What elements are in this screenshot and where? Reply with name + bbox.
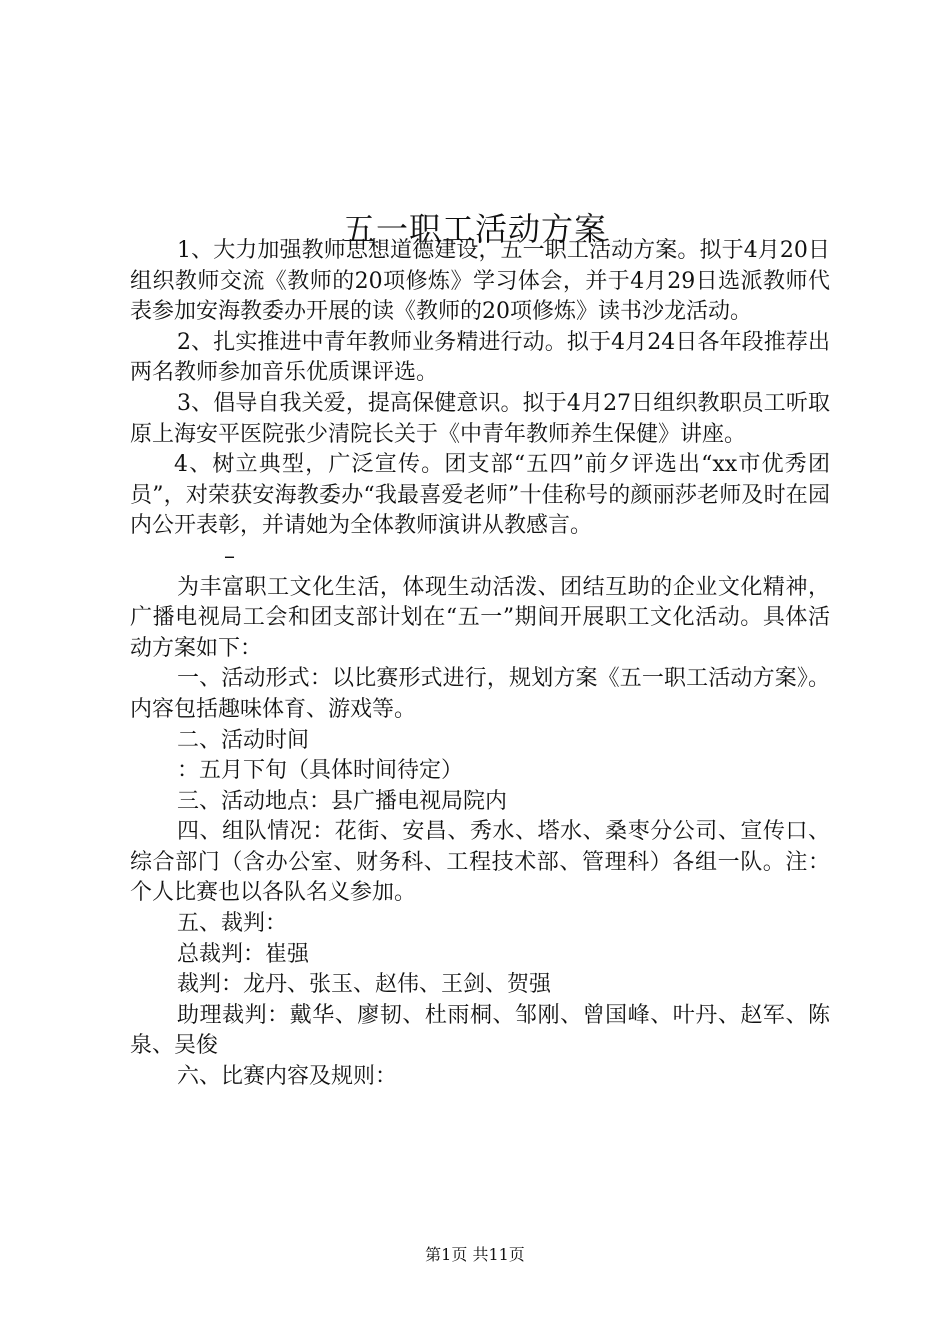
paragraph-intro: 为丰富职工文化生活，体现生动活泼、团结互助的企业文化精神，广播电视局工会和团支部计划在“五一”期间开展职工文化活动。具体活动方案如下： [130,574,830,661]
section-activity-time: 二、活动时间 [177,727,310,753]
paragraph-4: 4、树立典型，广泛宣传。团支部“五四”前夕评选出“xx市优秀团员”，对荣获安海教委办“我最喜爱老师”十佳称号的颜丽莎老师及时在园内公开表彰，并请她为全体教师演讲从教感言。 [130,452,830,539]
section-team-setup: 四、组队情况：花街、安昌、秀水、塔水、桑枣分公司、宣传口、综合部门（含办公室、财务科、工程技术部、管理科）各组一队。注：个人比赛也以各队名义参加。 [130,819,830,906]
section-activity-location: 三、活动地点：县广播电视局院内 [177,788,508,814]
page-title: 五一职工活动方案 [342,210,607,249]
separator-dash: – [224,543,235,569]
section-referees: 五、裁判： [177,911,288,937]
page-footer: 第1页 共11页 [425,1245,525,1264]
paragraph-1: 1、大力加强教师思想道德建设，五一职工活动方案。拟于4月20日组织教师交流《教师的20项修炼》学习体会，并于4月29日选派教师代表参加安海教委办开展的读《教师的20项修炼》读书沙龙活动。 [130,238,830,325]
activity-time-value: ：五月下旬（具体时间待定） [177,758,464,784]
document-body [130,236,830,1093]
paragraph-3: 3、倡导自我关爱，提高保健意识。拟于4月27日组织教职员工听取原上海安平医院张少清院长关于《中青年教师养生保健》讲座。 [130,390,830,447]
section-activity-form: 一、活动形式：以比赛形式进行，规划方案《五一职工活动方案》。内容包括趣味体育、游戏等。 [130,666,830,722]
assistant-referees: 助理裁判：戴华、廖韧、杜雨桐、邹刚、曾国峰、叶丹、赵军、陈泉、吴俊 [130,1002,830,1059]
referees: 裁判：龙丹、张玉、赵伟、王剑、贺强 [177,972,552,998]
section-contest-rules: 六、比赛内容及规则： [177,1064,398,1090]
chief-referee: 总裁判：崔强 [177,941,310,967]
paragraph-2: 2、扎实推进中青年教师业务精进行动。拟于4月24日各年段推荐出两名教师参加音乐优质课评选。 [130,329,830,386]
